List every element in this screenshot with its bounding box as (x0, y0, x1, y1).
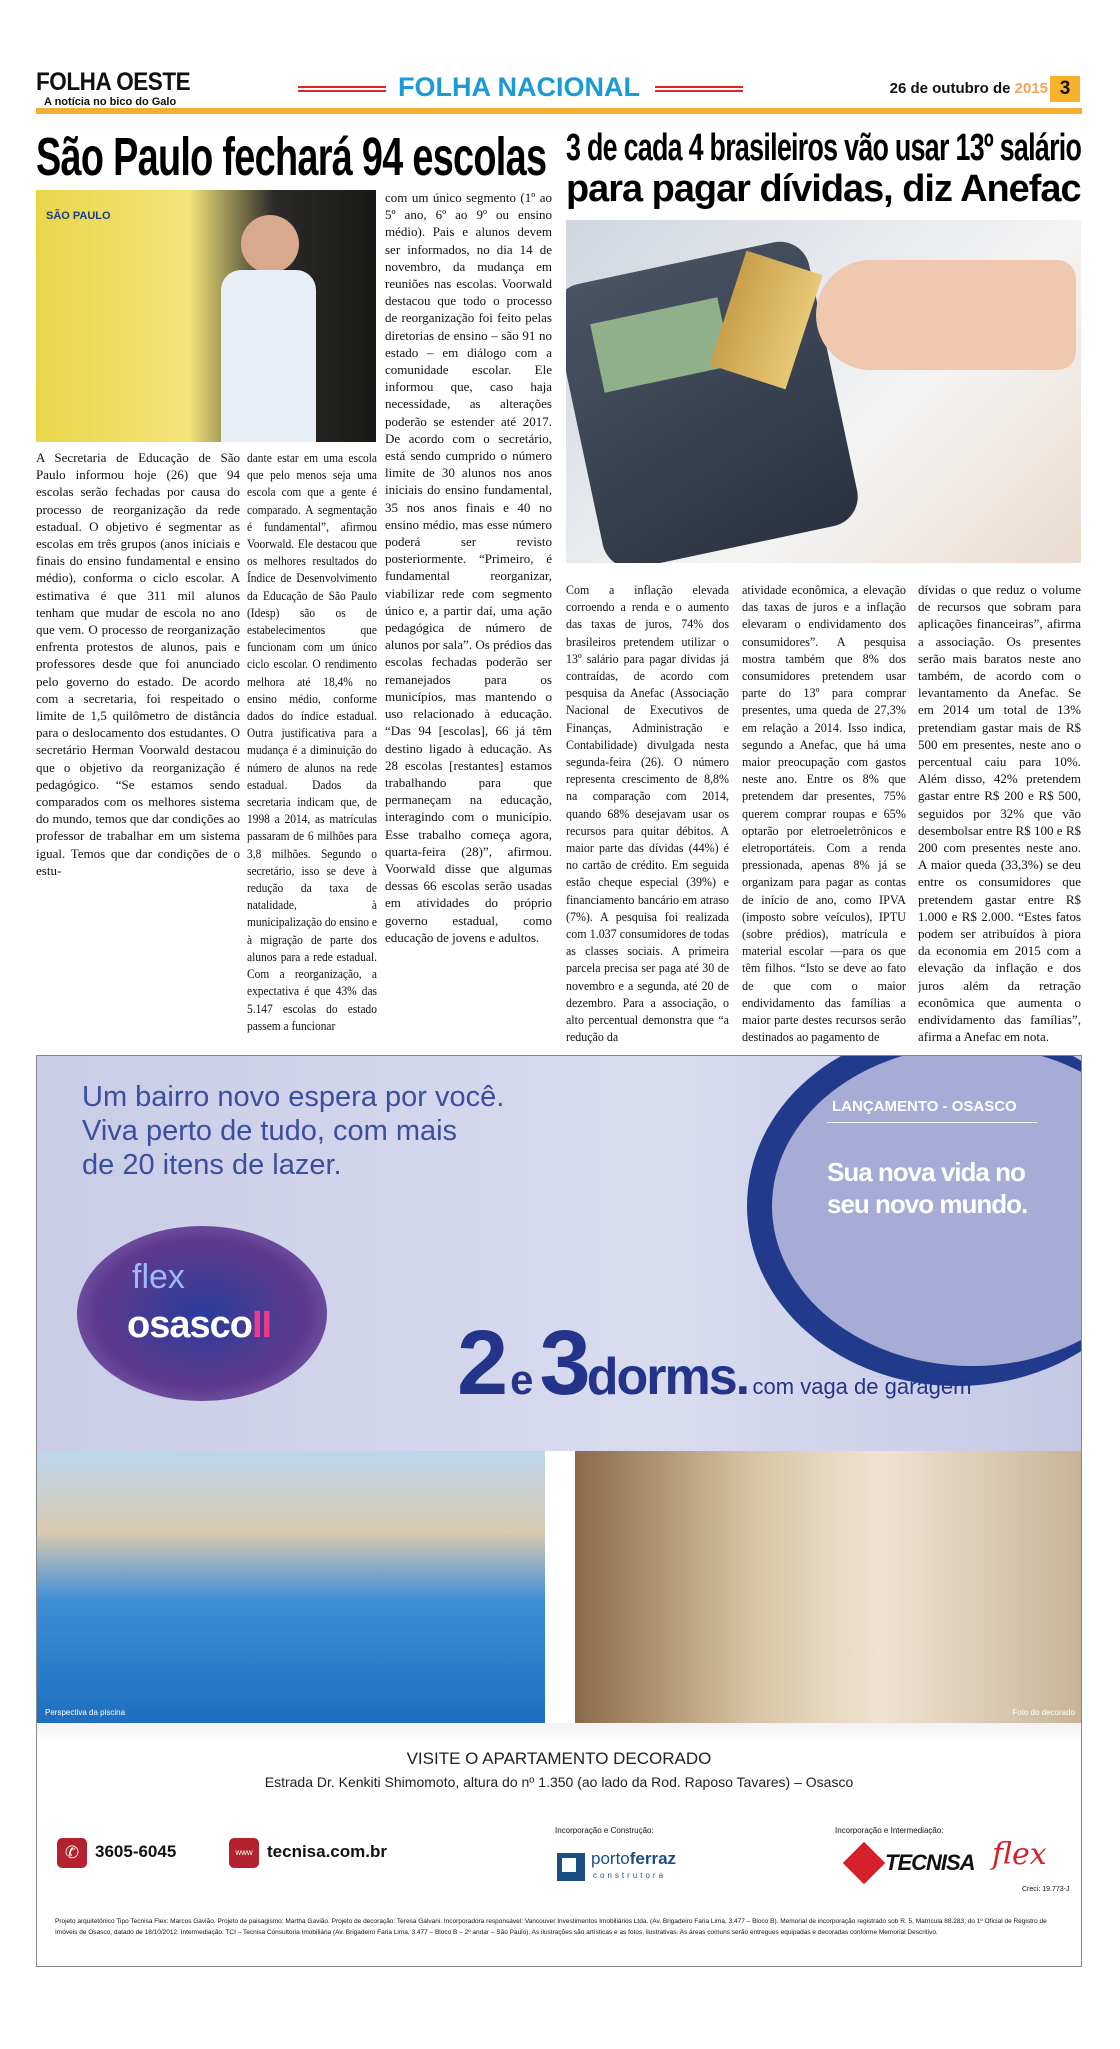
phone-icon: ✆ (57, 1838, 87, 1868)
tagline-line: seu novo mundo. (827, 1189, 1028, 1219)
dorms-word: dorms. (586, 1348, 749, 1406)
hand (816, 260, 1076, 370)
pool-caption: Perspectiva da piscina (45, 1708, 126, 1717)
issue-date (890, 80, 1048, 97)
web-icon: www (229, 1838, 259, 1868)
decor-caption: Foto do decorado (1012, 1708, 1075, 1717)
article1-photo (36, 190, 376, 442)
headline-line-2: para pagar dívidas, diz Anefac (566, 168, 1081, 210)
header-rule (36, 108, 1082, 114)
tagline-line: Sua nova vida no (827, 1157, 1025, 1187)
article2-column-1: Com a inflação elevada corroendo a renda e o aumento das taxas de juros, 74% dos brasileiros pretendem utilizar o 13º salário para pagar dívidas já contraídas, de acordo com pesquisa da Anefac (Associação Nacional de Executivos de Finanças, Administração e Contabilidade) divulgada nesta segunda-feira (26). O número representa crescimento de 8,8% na comparação com 2014, quando 68% desejavam usar os recursos para quitar débitos. A maior parte das dívidas (44%) é no cartão de crédito. Em seguida estão cheque especial (39%) e financiamento bancário em atraso (7%). A pesquisa foi realizada com 1.037 consumidores de todas as classes sociais. A primeira parcela precisa ser paga até 30 de novembro e a segunda, até 20 de dezembro. Para a associação, o alto percentual demonstra que “a redução da (566, 582, 729, 1045)
dorms-extra: com vaga de garagem (752, 1374, 972, 1399)
porto-text: porto (591, 1849, 630, 1868)
article1-column-3-box (385, 189, 552, 1049)
legal-disclaimer: Projeto arquitetônico Tipo Tecnisa Flex: Marcos Gavião. Projeto de paisagismo: Martha Gavião. Projeto de decoração: Teresa Galvani. Incorporadora responsável: Vancouver Investimentos Imobiliários Ltda. (Av. Brigadeiro Faria Lima, 3.477 – Bloco B). Memorial de incorporação registrado sob R. 5, Matrícula 88.283, do 1º Oficial de Registro de Imóveis de Osasco, datado de 18/10/2012. Intermediação: TCI – Tecnisa Consultoria Imobiliária (Av. Brigadeiro Faria Lima, 3.477 – Bloco B – 2º andar – São Paulo). As ilustrações são artísticas e as fotos, ilustrativas. As áreas comuns serão entregues equipadas e decoradas conforme Memorial Descritivo. (55, 1918, 1047, 1936)
article1-column-2-box (247, 449, 377, 1049)
slogan-line: de 20 itens de lazer. (82, 1149, 342, 1181)
real-estate-advertisement[interactable] (36, 1055, 1082, 1967)
dorms-number: 2 (457, 1312, 505, 1414)
article2-column-3-box (918, 581, 1081, 1049)
article2-photo-card-terminal (566, 220, 1081, 563)
article1-headline-box (36, 128, 546, 186)
photo-sign: SÃO PAULO (46, 210, 111, 222)
decorative-rule-left (298, 86, 386, 92)
dorms-and: e (510, 1356, 534, 1403)
article1-headline: São Paulo fechará 94 escolas (36, 127, 547, 187)
creci-number: Creci: 19.773-J (1022, 1886, 1070, 1893)
logo-flex-text: flex (132, 1258, 185, 1296)
tecnisa-flex-text: flex (992, 1837, 1047, 1872)
page-number: 3 (1050, 76, 1080, 102)
pool-photo (37, 1451, 545, 1723)
headline-line-1: 3 de cada 4 brasileiros vão usar 13º salário (566, 127, 1082, 169)
slogan-line: Viva perto de tudo, com mais (82, 1115, 458, 1147)
article2-column-1-box (566, 581, 729, 1049)
person-shirt (221, 270, 316, 442)
article2-headline (566, 128, 1081, 210)
ad-slogan (82, 1080, 504, 1182)
article2-column-3: dívidas o que reduz o volume de recursos que sobram para aplicações financeiras”, afirma a associação. Os presentes serão mais baratos neste ano também, de acordo com o levantamento da Anefac. Se em 2014 um total de 13% pretendiam gastar mais de R$ 500 em presentes, neste ano o percentual caiu para 10%. Além disso, 42% pretendem gastar entre R$ 200 e R$ 500, seguidos por 32% que vão desembolsar entre R$ 100 e R$ 200 com presentes neste ano. A maior queda (33,3%) se deu entre os consumidores que pretendem gastar entre R$ 1.000 e R$ 2.000. “Estes fatos podem ser atribuídos à piora da economia em 2015 com a elevação da inflação e dos juros além da retração econômica que aumenta o endividamento das famílias”, afirma a Anefac em nota. (918, 582, 1081, 1045)
launch-divider (827, 1122, 1037, 1123)
date-text: 26 de outubro de (889, 80, 1011, 97)
website-link[interactable]: tecnisa.com.br (267, 1842, 387, 1861)
construtora-text: construtora (593, 1871, 667, 1880)
article2-column-2: atividade econômica, a elevação das taxas de juros e a inflação elevaram o endividamento dos consumidores”. A pesquisa mostra também que 8% dos consumidores pretendem usar parte do 13º para comprar presentes, uma queda de 27,3% em relação a 2014. Isso indica, segundo a Anefac, que há uma maior preocupação com gastos neste ano. Entre os 8% que pretendem dar presentes, 75% querem comprar roupas e 65% optarão por eletroeletrônicos e eletroportáteis. Com a renda pressionada, apenas 8% já se organizam para pagar as contas de início de ano, como IPVA (imposto sobre veículos), IPTU (sobre prédios), matrícula e material escolar —para os que têm filhos. “Isto se deve ao fato de que com o maior endividamento das famílias a maior parte destes recursos serão destinados ao pagamento de (742, 582, 906, 1045)
visit-heading: VISITE O APARTAMENTO DECORADO (406, 1749, 712, 1768)
ferraz-text: ferraz (629, 1849, 677, 1868)
date-year: 2015 (1014, 80, 1048, 97)
flex-osasco-logo (77, 1226, 327, 1401)
article1-column-1-box (36, 449, 240, 1049)
article1-column-2: dante estar em uma escola que pelo menos seja uma escola com que a gente é comparado. A segmentação é fundamental”, afirmou Voorwald. Ele destacou que os melhores resultados do Índice de Desenvolvimento da Educação de São Paulo (Idesp) são os de estabelecimentos que funcionam com um único ciclo escolar. O rendimento melhora até 18,4% no ensino médio, conforme dados do índice estadual. Outra justificativa para a mudança é a diminuição do número de alunos na rede estadual. Dados da secretaria indicam que, de 1998 a 2014, as matrículas passaram de 6 milhões para 3,8 milhões. Segundo o secretário, isso se deve à redução da taxa de natalidade, à municipalização do ensino e à migração de parte dos alunos para a rede estadual. Com a reorganização, a expectativa é que 43% das 5.147 escolas do estado passem a funcionar (247, 450, 377, 1033)
article1-column-1: A Secretaria de Educação de São Paulo informou hoje (26) que 94 escolas serão fechadas por causa do processo de reorganização da rede estadual. O objetivo é segmentar as escolas em três grupos (anos iniciais e finais do ensino fundamental e ensino médio), conforma o ciclo escolar. A estimativa é que 311 mil alunos tenham que mudar de escola no ano que vem. O processo de reorganização enfrenta protestos de alunos, pais e professores desde que foi anunciado pelo governo do estado. De acordo com a secretaria, foi respeitado o limite de 1,5 quilômetro de distância para o deslocamento dos estudantes. O secretário Herman Voorwald destacou que o objetivo da reorganização é pedagógico. “Se estamos sendo comparados com os melhores sistema do mundo, temos que dar condições ao professor de trabalhar em um sistema igual. Temos que dar condições de o estu- (36, 450, 240, 878)
logo-suffix: II (251, 1304, 272, 1346)
logo-name: osasco (127, 1304, 252, 1346)
tecnisa-logo-text: TECNISA (885, 1850, 975, 1875)
launch-label: LANÇAMENTO - OSASCO (832, 1098, 1017, 1115)
visit-address: Estrada Dr. Kenkiti Shimomoto, altura do nº 1.350 (ao lado da Rod. Raposo Tavares) – Osasco (264, 1774, 854, 1790)
dorms-headline (457, 1311, 971, 1416)
tecnisa-diamond-icon (843, 1842, 885, 1884)
newspaper-brand: FOLHA OESTE (36, 68, 191, 96)
dorms-number: 3 (539, 1312, 587, 1414)
intermediation-label: Incorporação e Intermediação: (835, 1826, 944, 1835)
article1-column-3: com um único segmento (1º ao 5º ano, 6º ao 9º ou ensino médio). Pais e alunos devem ser informados, no dia 14 de novembro, da mudança em reuniões nas escolas. Voorwald destacou que todo o processo de reorganização foi feito pelas diretorias de ensino – são 91 no estado – em diálogo com a comunidade escolar. Ele informou que, caso haja necessidade, as alterações poderão se estender até 2017. De acordo com o secretário, está sendo cumprido o número limite de 30 alunos nos anos iniciais do ensino fundamental, 35 nos anos finais e 40 no ensino médio, mas esse número poderá ser revisto posteriormente. “Primeiro, é fundamental reorganizar, viabilizar rede com segmento único e, a partir daí, uma ação pedagógica de número de alunos por sala”. Os prédios das escolas fechadas poderão ser remanejados para os municípios, mas mantendo o uso relacionado à educação. “Das 94 [escolas], 66 já têm destino ligado à educação. As 28 escolas [restantes] estamos trabalhando para que permaneçam na educação, interagindo com o município. Esse trabalho começa agora, quarta-feira (28)”, afirmou. Voorwald disse que algumas dessas 66 escolas serão usadas em atividades do próprio governo estadual, como educação de jovens e adultos. (385, 190, 552, 945)
slogan-line: Um bairro novo espera por você. (82, 1081, 505, 1113)
ad-tagline (827, 1156, 1027, 1220)
article2-column-2-box (742, 581, 906, 1049)
living-room-photo (575, 1451, 1082, 1723)
construction-label: Incorporação e Construção: (555, 1826, 654, 1835)
decorative-rule-right (655, 86, 743, 92)
newspaper-tagline: A notícia no bico do Galo (44, 96, 177, 108)
person-head (241, 215, 299, 273)
phone-number[interactable]: 3605-6045 (95, 1842, 177, 1861)
portoferraz-logo-icon (557, 1853, 585, 1881)
section-title: FOLHA NACIONAL (398, 72, 640, 102)
ad-bottom-fade (37, 1723, 1081, 1743)
